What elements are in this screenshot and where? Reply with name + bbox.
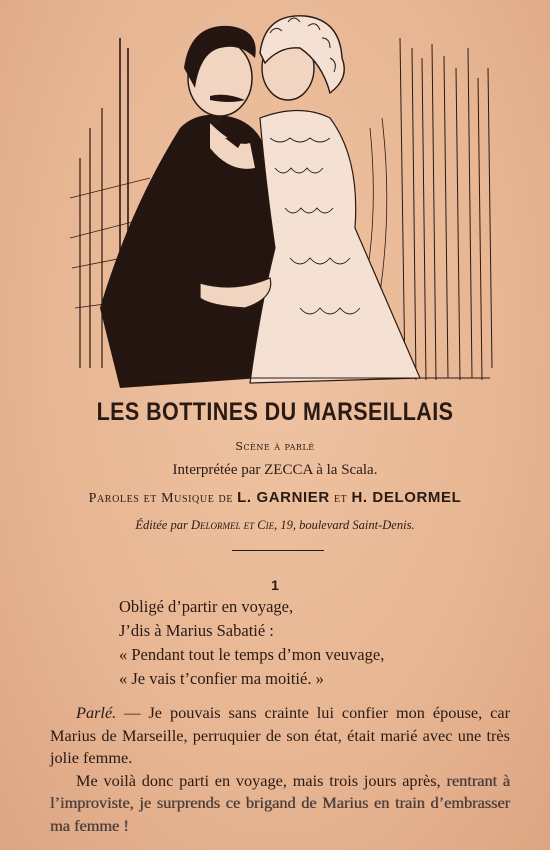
spoken-prose [50, 702, 510, 837]
prose-paragraph-1-text: — Je pouvais sans crainte lui confier mon épouse, car Marius de Marseille, perruquier de son état, était marié avec une très jolie femme. [50, 703, 510, 767]
credits-line [0, 489, 550, 507]
prose-paragraph-2-first: Me voilà donc parti en voyage, mais trois jours après, [76, 770, 441, 790]
song-title: LES BOTTINES DU MARSEILLAIS [96, 398, 454, 426]
verse-line: « Pendant tout le temps d’mon veuvage, [119, 645, 385, 664]
divider-rule [232, 550, 324, 551]
verse-line: « Je vais t’confier ma moitié. » [119, 669, 324, 688]
credits-author-1: L. GARNIER [237, 489, 330, 506]
credits-prefix: Paroles et Musique de [88, 491, 234, 506]
verse-line: J’dis à Marius Sabatié : [119, 621, 274, 640]
editor-publisher: Delormel et Cie [190, 518, 275, 532]
subtitle: Scène à parlé [235, 440, 315, 453]
prose-paragraph-2 [50, 770, 510, 838]
performer-line: Interprétée par ZECCA à la Scala. [172, 462, 378, 478]
parle-label: Parlé. [76, 703, 117, 722]
prose-paragraph-2-rest: rentrant à l’improviste, je surprends ce brigand de Marius en train d’embrasser ma femme ! [50, 770, 511, 835]
editor-address: , 19, boulevard Saint-Denis. [274, 518, 415, 532]
credits-author-2: H. DELORMEL [351, 489, 462, 506]
editor-prefix: Éditée par [135, 518, 188, 532]
prose-paragraph-1 [50, 702, 510, 770]
verse-line: Obligé d’partir en voyage, [119, 597, 294, 616]
editor-line [0, 518, 550, 533]
couple-engraving-illustration [60, 8, 500, 392]
stanza-number: 1 [271, 577, 279, 593]
credits-joiner: et [333, 491, 348, 506]
